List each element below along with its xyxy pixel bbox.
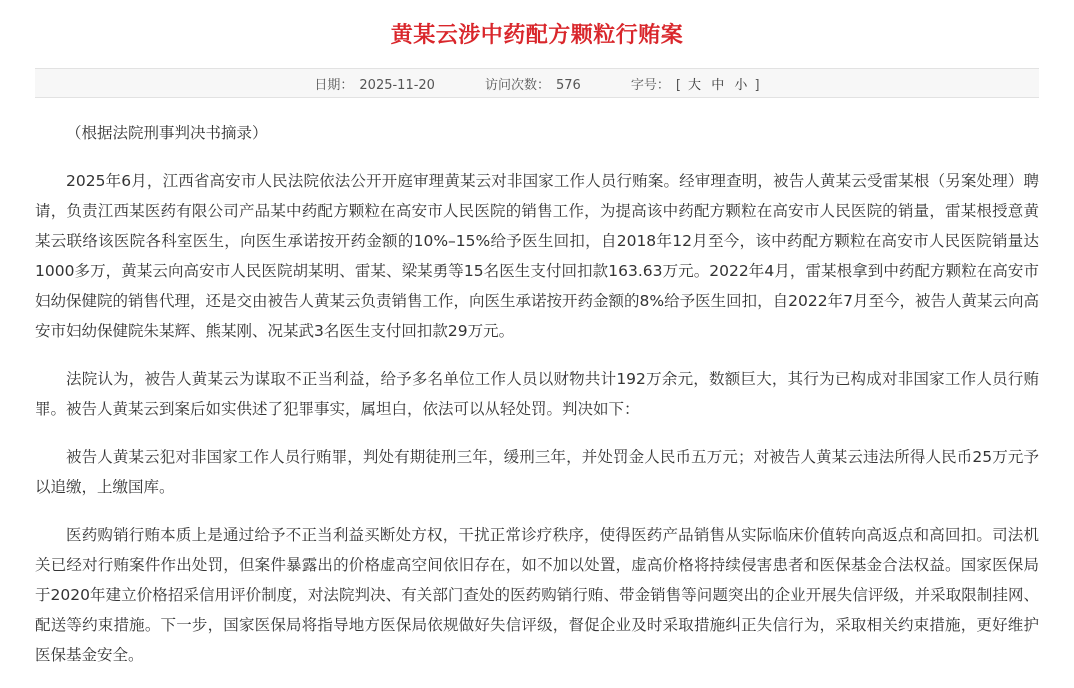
view-count [485, 74, 581, 93]
font-size-control [631, 74, 760, 93]
source-note: （根据法院刑事判决书摘录） [66, 124, 268, 142]
body-paragraph: 医药购销行贿本质上是通过给予不正当利益买断处方权，干扰正常诊疗秩序，使得医药产品销售从实际临床价值转向高返点和高回扣。司法机关已经对行贿案件作出处罚，但案件暴露出的价格虚高空间依旧存在，如不加以处置，虚高价格将持续侵害患者和医保基金合法权益。国家医保局于2020年建立价格招采信用评价制度，对法院判决、有关部门查处的医药购销行贿、带金销售等问题突出的企业开展失信评级，并采取限制挂网、配送等约束措施。下一步，国家医保局将指导地方医保局依规做好失信评级，督促企业及时采取措施纠正失信行为，采取相关约束措施，更好维护医保基金安全。 [35, 526, 1039, 664]
article-body [35, 118, 1039, 688]
date-label: 日期： [314, 77, 354, 93]
font-size-label: 字号： [630, 77, 670, 93]
font-size-small-button[interactable]: 小 [734, 77, 748, 93]
body-paragraph: 法院认为，被告人黄某云为谋取不正当利益，给予多名单位工作人员以财物共计192万余元，数额巨大，其行为已构成对非国家工作人员行贿罪。被告人黄某云到案后如实供述了犯罪事实，属坦白，依法可以从轻处罚。判决如下： [35, 370, 1039, 418]
body-paragraph: 被告人黄某云犯对非国家工作人员行贿罪，判处有期徒刑三年，缓刑三年，并处罚金人民币五万元；对被告人黄某云违法所得人民币25万元予以追缴，上缴国库。 [35, 448, 1039, 496]
body-paragraph: 2025年6月，江西省高安市人民法院依法公开开庭审理黄某云对非国家工作人员行贿案。经审理查明，被告人黄某云受雷某根（另案处理）聘请，负责江西某医药有限公司产品某中药配方颗粒在高安市人民医院的销售工作，为提高该中药配方颗粒在高安市人民医院的销量，雷某根授意黄某云联络该医院各科室医生，向医生承诺按开药金额的10%–15%给予医生回扣，自2018年12月至今，该中药配方颗粒在高安市人民医院销量达1000多万，黄某云向高安市人民医院胡某明、雷某、梁某勇等15名医生支付回扣款163.63万元。2022年4月，雷某根拿到中药配方颗粒在高安市妇幼保健院的销售代理，还是交由被告人黄某云负责销售工作，向医生承诺按开药金额的8%给予医生回扣，自2022年7月至今，被告人黄某云向高安市妇幼保健院朱某辉、熊某刚、况某武3名医生支付回扣款29万元。 [35, 172, 1039, 340]
bracket-open: [ [675, 77, 681, 93]
views-label: 访问次数： [484, 77, 550, 93]
article-meta-bar [35, 68, 1039, 98]
article-title: 黄某云涉中药配方颗粒行贿案 [390, 22, 684, 48]
bracket-close: ] [754, 77, 760, 93]
font-size-medium-button[interactable]: 中 [711, 77, 725, 93]
publish-date [314, 74, 435, 93]
views-value: 576 [555, 77, 581, 93]
date-value: 2025-11-20 [359, 77, 435, 93]
font-size-large-button[interactable]: 大 [688, 77, 702, 93]
